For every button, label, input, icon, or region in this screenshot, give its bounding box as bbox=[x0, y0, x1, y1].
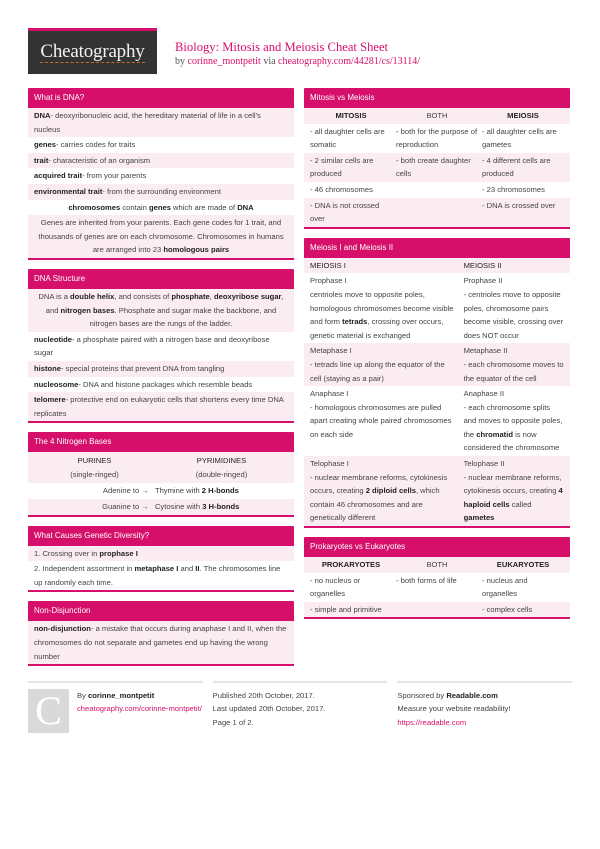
cell: - all daughter cells are gametes bbox=[482, 126, 557, 150]
definition: - special proteins that prevent DNA from tangling bbox=[61, 363, 225, 373]
column-header: MITOSIS bbox=[335, 111, 367, 120]
table-header bbox=[304, 108, 570, 124]
section-title: DNA Structure bbox=[28, 269, 294, 289]
bold-text: tetrads bbox=[342, 317, 368, 327]
bold-text: gametes bbox=[463, 513, 495, 523]
section-what-is-dna bbox=[28, 88, 294, 260]
definition-row bbox=[28, 361, 294, 377]
text: 1. Crossing over in bbox=[34, 548, 100, 558]
avatar: C bbox=[28, 689, 69, 733]
cell: - no nucleus or organelles bbox=[310, 575, 361, 599]
definition: - from the surrounding environment bbox=[102, 186, 221, 196]
purine: Guanine to → bbox=[102, 502, 149, 512]
sponsor-name: Readable.com bbox=[446, 691, 498, 700]
cell bbox=[464, 457, 564, 525]
cell bbox=[310, 457, 456, 525]
page-title: Biology: Mitosis and Meiosis Cheat Sheet bbox=[175, 40, 389, 54]
cell: - 46 chromosomes bbox=[310, 184, 373, 194]
text: which are made of bbox=[170, 202, 238, 212]
purines-column bbox=[34, 454, 155, 481]
definition: - from your parents bbox=[82, 171, 147, 181]
column-header: BOTH bbox=[426, 560, 448, 570]
cell: - DNA is crossed over bbox=[482, 200, 556, 210]
section-title: What Causes Genetic Diversity? bbox=[28, 526, 294, 546]
bold-text: genes bbox=[148, 202, 171, 212]
cell bbox=[464, 387, 564, 455]
term: DNA bbox=[34, 111, 51, 120]
column-header: BOTH bbox=[426, 111, 448, 120]
definition: - a mistake that occurs during anaphase I and II, when the chromosomes do not separate and gametes end up having the wrong number bbox=[34, 624, 287, 661]
section-genetic-diversity bbox=[28, 526, 294, 593]
list-item bbox=[28, 561, 294, 590]
cell: - DNA is not crossed over bbox=[310, 200, 380, 224]
section-dna-structure bbox=[28, 269, 294, 423]
published-date: Published 20th October, 2017. bbox=[212, 691, 315, 700]
text: called bbox=[509, 499, 532, 509]
chromosomes-line bbox=[28, 200, 294, 216]
bold-text: chromatid bbox=[476, 429, 513, 439]
author-info bbox=[77, 689, 202, 733]
table-row bbox=[304, 602, 570, 618]
page-indicator: Page 1 of 2. bbox=[212, 717, 254, 727]
text: and bbox=[178, 564, 196, 574]
term: nucleotide bbox=[34, 334, 72, 344]
text: , which contain 46 chromosomes and are genetically different bbox=[310, 486, 440, 523]
cell: - complex cells bbox=[482, 604, 533, 614]
definition-row bbox=[28, 184, 294, 200]
section-title: Mitosis vs Meiosis bbox=[304, 88, 570, 108]
table-row-metaphase bbox=[304, 343, 570, 386]
base-pair-row bbox=[28, 483, 294, 499]
bold-text: 4 haploid cells bbox=[463, 486, 563, 509]
purines-label: PURINES bbox=[77, 456, 112, 466]
text: - tetrads line up along the equator of the cell (staying as a pair) bbox=[310, 359, 445, 383]
phase-title: Metaphase I bbox=[310, 346, 352, 356]
bold-text: 2 diploid cells bbox=[365, 486, 416, 496]
section-title: Non-Disjunction bbox=[28, 601, 294, 621]
cell: - simple and primitive bbox=[310, 604, 382, 614]
bold-text: DNA bbox=[237, 202, 254, 212]
footer-dates bbox=[213, 681, 388, 733]
text: , bbox=[209, 291, 214, 301]
sponsor-link[interactable]: https://readable.com bbox=[397, 717, 467, 727]
phase-title: Telophase I bbox=[310, 459, 349, 469]
cell: - both create daughter cells bbox=[396, 155, 471, 179]
list-item bbox=[28, 546, 294, 562]
author-name: corinne_montpetit bbox=[87, 691, 155, 700]
text: - nuclear membrane reforms, cytokinesis occurs, creating bbox=[310, 472, 448, 496]
table-row-telophase bbox=[304, 456, 570, 526]
bold-text: phosphate bbox=[171, 291, 210, 301]
text: , crossing over occurs, genetic material is exchanged bbox=[310, 317, 444, 340]
phase-title: Metaphase II bbox=[463, 346, 508, 356]
cell: - all daughter cells are somatic bbox=[310, 126, 385, 150]
text: - homologous chromosomes are pulled apart creating whole paired chromosomes on each side bbox=[310, 402, 452, 439]
phase-title: Telophase II bbox=[463, 459, 505, 469]
purine: Adenine to → bbox=[102, 486, 149, 496]
author-profile-link[interactable]: cheatography.com/corinne-montpetit/ bbox=[77, 704, 202, 714]
phase-title: Anaphase I bbox=[310, 389, 349, 399]
bold-text: chromosomes bbox=[68, 202, 121, 212]
column-header: MEIOSIS I bbox=[310, 260, 346, 270]
bold-text: deoxyribose sugar bbox=[213, 291, 282, 301]
byline-prefix: by bbox=[175, 56, 185, 67]
cell: - 2 similar cells are produced bbox=[310, 155, 374, 179]
bold-text: nitrogen bases bbox=[60, 305, 115, 315]
inheritance-text bbox=[28, 215, 294, 258]
section-non-disjunction bbox=[28, 601, 294, 666]
footer bbox=[28, 681, 572, 733]
bold-text: double helix bbox=[70, 291, 115, 301]
byline-via: via bbox=[263, 56, 276, 67]
dates-info bbox=[213, 689, 326, 733]
pyrimidines-label: PYRIMIDINES bbox=[196, 456, 247, 466]
section-title: What is DNA? bbox=[28, 88, 294, 108]
cell bbox=[464, 344, 564, 385]
cell bbox=[310, 274, 456, 342]
definition-row bbox=[28, 377, 294, 393]
table-row-anaphase bbox=[304, 386, 570, 456]
pyrimidines-sub: (double-ringed) bbox=[195, 469, 248, 479]
definition-row bbox=[28, 621, 294, 664]
table-header bbox=[304, 258, 570, 274]
term: non-disjunction bbox=[34, 624, 91, 634]
pyrimidine bbox=[155, 500, 288, 514]
table-row bbox=[304, 153, 570, 182]
table-header bbox=[304, 557, 570, 573]
section-title: The 4 Nitrogen Bases bbox=[28, 432, 294, 452]
section-title: Meiosis I and Meiosis II bbox=[304, 238, 570, 258]
text: , and bbox=[45, 291, 284, 315]
dna-structure-intro bbox=[28, 289, 294, 332]
term: nucleosome bbox=[34, 379, 79, 389]
text: 2. Independent assortment in bbox=[34, 564, 135, 574]
section-title: Prokaryotes vs Eukaryotes bbox=[304, 537, 570, 557]
term: genes bbox=[34, 140, 56, 150]
text: Sponsored by bbox=[397, 691, 447, 700]
text: is now considered the chromosome bbox=[463, 429, 560, 453]
text: centrioles move to opposite poles, homologous chromosomes become visible and form bbox=[310, 289, 454, 327]
cell bbox=[396, 603, 478, 617]
definition: - deoxyribonucleic acid, the hereditary material of life in a cell's nucleus bbox=[34, 111, 261, 134]
bases-header bbox=[28, 452, 294, 483]
definition: - protective end on eukaryotic cells that shortens every time DNA replicates bbox=[34, 395, 284, 418]
section-nitrogen-bases bbox=[28, 432, 294, 516]
sponsor-tagline: Measure your website readability! bbox=[397, 704, 511, 714]
text: Thymine with bbox=[154, 486, 202, 496]
logo-text: Cheatography bbox=[40, 41, 145, 63]
text: , and consists of bbox=[114, 291, 172, 301]
table-row bbox=[304, 182, 570, 198]
definition: - carries codes for traits bbox=[55, 140, 136, 150]
term: histone bbox=[34, 363, 62, 373]
definition: - DNA and histone packages which resemble beads bbox=[78, 379, 253, 389]
definition-row bbox=[28, 137, 294, 153]
table-row bbox=[304, 124, 570, 153]
text: - each chromosome splits and moves to opposite poles, the bbox=[463, 402, 563, 439]
text: Genes are inherited from your parents. Each gene codes for 1 trait, and thousands of genes are on each chromosome. Chromosomes in humans are arranged into 23 bbox=[38, 218, 284, 255]
section-meiosis-phases bbox=[304, 238, 570, 528]
cell bbox=[310, 344, 456, 385]
text: DNA is a bbox=[38, 291, 71, 301]
cell bbox=[396, 199, 478, 226]
cell bbox=[396, 183, 478, 197]
section-prokaryotes-vs-eukaryotes bbox=[304, 537, 570, 619]
footer-sponsor bbox=[397, 681, 572, 733]
term: trait bbox=[34, 155, 49, 165]
bold-text: metaphase I bbox=[134, 564, 179, 574]
cell: - both for the purpose of reproduction bbox=[396, 126, 478, 150]
text: . Phosphate and sugar make the backbone, and nitrogen bases are the rungs of the ladder. bbox=[89, 305, 277, 329]
bold-text: homologous pairs bbox=[163, 245, 230, 255]
cheatography-logo[interactable] bbox=[28, 28, 157, 74]
text: . The chromosomes line up randomly each time. bbox=[34, 564, 281, 587]
table-row bbox=[304, 198, 570, 227]
bold-text: 3 H-bonds bbox=[202, 502, 240, 512]
text: contain bbox=[120, 202, 149, 212]
section-mitosis-vs-meiosis bbox=[304, 88, 570, 229]
definition-row bbox=[28, 168, 294, 184]
pyrimidine bbox=[155, 484, 288, 498]
footer-author bbox=[28, 681, 203, 733]
phase-title: Prophase II bbox=[463, 276, 503, 286]
definition: - characteristic of an organism bbox=[48, 155, 151, 165]
column-header: PROKARYOTES bbox=[321, 560, 381, 570]
text: - each chromosome moves to the equator of the cell bbox=[463, 359, 564, 383]
purines-sub: (single-ringed) bbox=[70, 469, 119, 479]
definition: - a phosphate paired with a nitrogen base and deoxyribose sugar bbox=[34, 334, 270, 358]
column-header: MEIOSIS bbox=[507, 111, 539, 120]
right-column bbox=[304, 88, 570, 628]
left-column bbox=[28, 88, 294, 675]
phase-title: Anaphase II bbox=[463, 389, 505, 399]
definition-row bbox=[28, 153, 294, 169]
term: telomere bbox=[34, 395, 66, 405]
definition-row bbox=[28, 332, 294, 361]
definition-row bbox=[28, 108, 294, 137]
text: By bbox=[77, 691, 88, 700]
cell: - 23 chromosomes bbox=[482, 184, 545, 194]
cell: - 4 different cells are produced bbox=[482, 155, 551, 179]
byline bbox=[175, 54, 420, 69]
bold-text: prophase I bbox=[99, 548, 138, 558]
term: acquired trait bbox=[34, 171, 83, 181]
author-link[interactable]: corinne_montpetit bbox=[187, 56, 261, 67]
text: - nuclear membrane reforms, cytokinesis occurs, creating bbox=[463, 472, 562, 496]
sponsor-info bbox=[397, 689, 510, 733]
text: - centrioles move to opposite poles, chromosome pairs become visible, crossing over does NOT occur bbox=[463, 289, 564, 340]
text: Cytosine with bbox=[154, 502, 203, 512]
column-header: EUKARYOTES bbox=[496, 560, 550, 570]
updated-date: Last updated 20th October, 2017. bbox=[212, 704, 326, 714]
bold-text: 2 H-bonds bbox=[201, 486, 239, 496]
definition-row bbox=[28, 392, 294, 421]
table-row-prophase bbox=[304, 273, 570, 343]
phase-title: Prophase I bbox=[310, 276, 347, 286]
pyrimidines-column bbox=[155, 454, 288, 481]
cell: - nucleus and organelles bbox=[482, 575, 528, 599]
sheet-url-link[interactable]: cheatography.com/44281/cs/13114/ bbox=[278, 56, 421, 67]
base-pair-row bbox=[28, 499, 294, 515]
cell bbox=[310, 387, 456, 455]
table-row bbox=[304, 573, 570, 602]
cell bbox=[464, 274, 564, 342]
column-header: MEIOSIS II bbox=[463, 260, 502, 270]
cell: - both forms of life bbox=[396, 575, 457, 585]
bold-text: II bbox=[195, 564, 200, 574]
term: environmental trait bbox=[34, 186, 103, 196]
